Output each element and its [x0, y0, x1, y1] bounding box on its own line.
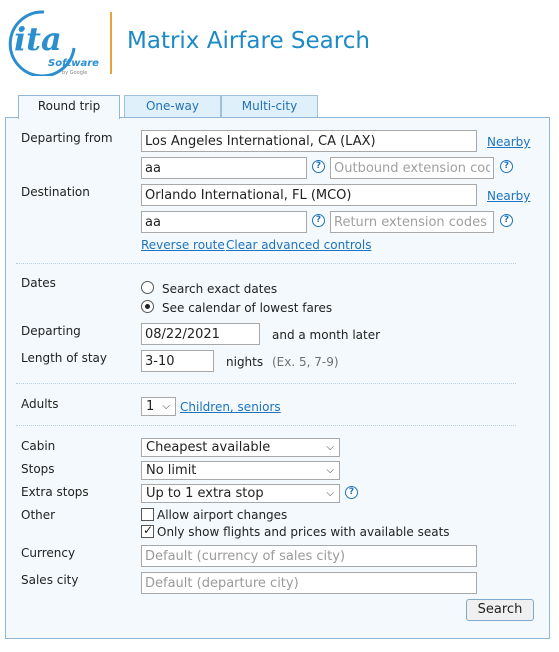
cabin-select-value: Cheapest available: [146, 440, 271, 455]
section-divider: [16, 383, 516, 384]
search-button[interactable]: Search: [466, 599, 534, 621]
currency-label: Currency: [21, 546, 76, 560]
section-divider: [16, 425, 516, 426]
section-divider: [16, 263, 516, 264]
sales-city-label: Sales city: [21, 573, 79, 587]
svg-text:ita: ita: [14, 20, 62, 58]
page-title: Matrix Airfare Search: [127, 28, 370, 54]
only-available-seats-checkbox[interactable]: [141, 525, 154, 538]
chevron-down-icon: ⌵: [162, 401, 170, 412]
header-divider: [110, 12, 112, 74]
nearby-destination-link[interactable]: Nearby: [487, 189, 531, 203]
radio-calendar-fares[interactable]: [141, 300, 154, 313]
length-of-stay-input[interactable]: [141, 350, 214, 372]
help-icon[interactable]: ?: [312, 214, 325, 227]
adults-select[interactable]: [141, 397, 176, 416]
only-available-seats-label: Only show flights and prices with available seats: [157, 525, 450, 539]
adults-select-value: 1: [146, 399, 155, 414]
return-routing-codes-input[interactable]: [141, 211, 307, 233]
allow-airport-changes-checkbox[interactable]: [141, 508, 154, 521]
sales-city-input[interactable]: [141, 572, 477, 594]
chevron-down-icon: ⌵: [326, 465, 334, 476]
help-icon[interactable]: ?: [312, 160, 325, 173]
outbound-extension-codes-input[interactable]: [330, 157, 494, 179]
children-seniors-link[interactable]: Children, seniors: [180, 400, 281, 414]
chevron-down-icon: ⌵: [326, 442, 334, 453]
stay-hint-text: (Ex. 5, 7-9): [272, 355, 339, 369]
chevron-down-icon: ⌵: [326, 488, 334, 499]
help-icon[interactable]: ?: [500, 160, 513, 173]
outbound-routing-codes-input[interactable]: [141, 157, 307, 179]
dates-label: Dates: [21, 276, 56, 290]
nights-text: nights: [226, 355, 264, 369]
extra-stops-select[interactable]: [141, 484, 340, 503]
stops-select[interactable]: [141, 461, 340, 480]
currency-input[interactable]: [141, 545, 477, 567]
tab-multi-city[interactable]: Multi-city: [221, 95, 318, 117]
length-of-stay-label: Length of stay: [21, 351, 107, 365]
cabin-label: Cabin: [21, 439, 56, 453]
tab-round-trip[interactable]: Round trip: [18, 95, 120, 119]
help-icon[interactable]: ?: [500, 214, 513, 227]
destination-label: Destination: [21, 185, 90, 199]
stops-label: Stops: [21, 462, 55, 476]
departing-date-label: Departing: [21, 324, 81, 338]
cabin-select[interactable]: [141, 438, 340, 457]
ita-software-logo: [4, 8, 104, 76]
svg-text:by Google: by Google: [62, 70, 88, 76]
clear-advanced-controls-link[interactable]: Clear advanced controls: [226, 238, 372, 252]
departing-range-text: and a month later: [272, 328, 381, 342]
departing-from-label: Departing from: [21, 131, 113, 145]
radio-exact-dates[interactable]: [141, 281, 154, 294]
return-extension-codes-input[interactable]: [330, 211, 494, 233]
stops-select-value: No limit: [146, 463, 197, 478]
other-label: Other: [21, 508, 56, 522]
tab-one-way[interactable]: One-way: [124, 95, 221, 117]
extra-stops-label: Extra stops: [21, 485, 89, 499]
help-icon[interactable]: ?: [345, 486, 358, 499]
exact-dates-label: Search exact dates: [162, 282, 278, 296]
extra-stops-select-value: Up to 1 extra stop: [146, 486, 264, 501]
svg-text:Software: Software: [48, 58, 99, 69]
adults-label: Adults: [21, 397, 59, 411]
calendar-fares-label: See calendar of lowest fares: [162, 301, 333, 315]
destination-input[interactable]: [141, 184, 477, 206]
origin-input[interactable]: [141, 130, 477, 152]
nearby-origin-link[interactable]: Nearby: [487, 135, 531, 149]
reverse-route-link[interactable]: Reverse route: [141, 238, 225, 252]
allow-airport-changes-label: Allow airport changes: [157, 508, 288, 522]
departing-date-input[interactable]: [141, 323, 260, 345]
